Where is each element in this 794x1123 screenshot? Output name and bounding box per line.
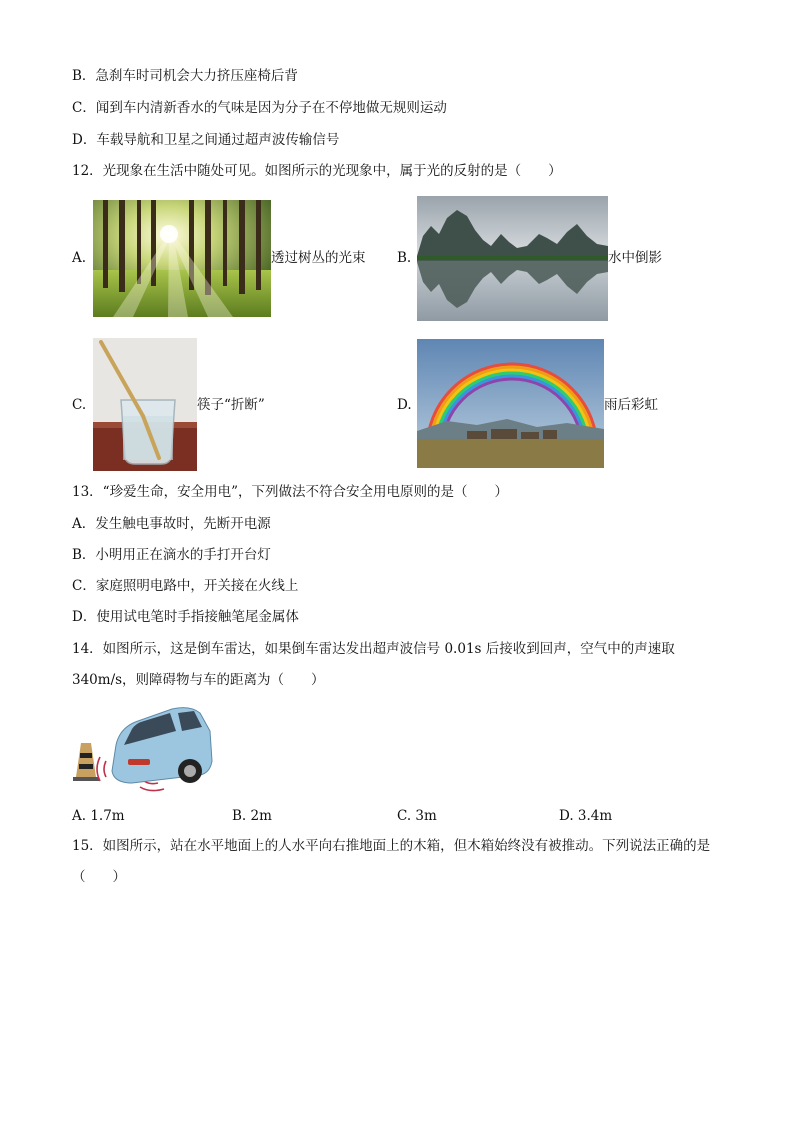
q12-option-a-letter: A.: [72, 250, 87, 266]
q12-option-a-caption: 透过树丛的光束: [271, 250, 366, 266]
q11-option-d: D．车载导航和卫星之间通过超声波传输信号: [72, 132, 340, 148]
reversing-radar-car-figure: [72, 701, 214, 795]
q14-stem: 14．如图所示，这是倒车雷达，如果倒车雷达发出超声波信号 0.01s 后接收到回声，空气中的声速取 340m/s，则障碍物与车的距离为（ ）: [72, 641, 675, 688]
q12-option-c-caption: 筷子“折断”: [197, 397, 265, 413]
q13-option-b: B．小明用正在滴水的手打开台灯: [72, 547, 271, 563]
q12-option-c-letter: C.: [72, 397, 87, 413]
q14-option-c: C. 3m: [397, 808, 437, 824]
forest-sunbeam-photo: [93, 200, 271, 317]
q11-option-c: C．闻到车内清新香水的气味是因为分子在不停地做无规则运动: [72, 100, 447, 116]
mountain-reflection-photo: [417, 196, 608, 321]
q12-option-b-caption: 水中倒影: [608, 250, 662, 266]
q12-option-d-letter: D.: [397, 397, 412, 413]
q14-option-b: B. 2m: [232, 808, 272, 824]
q13-option-c: C．家庭照明电路中，开关接在火线上: [72, 578, 299, 594]
q12-stem: 12．光现象在生活中随处可见。如图所示的光现象中，属于光的反射的是（ ）: [72, 163, 562, 179]
q14-option-d: D. 3.4m: [559, 808, 613, 824]
q13-option-a: A．发生触电事故时，先断开电源: [72, 516, 271, 532]
q13-stem: 13．“珍爱生命，安全用电”，下列做法不符合安全用电原则的是（ ）: [72, 484, 508, 500]
q15-stem: 15．如图所示，站在水平地面上的人水平向右推地面上的木箱，但木箱始终没有被推动。下列说法正确的是（ ）: [72, 838, 711, 885]
rainbow-photo: [417, 339, 604, 468]
q11-option-b: B．急刹车时司机会大力挤压座椅后背: [72, 68, 298, 84]
q12-option-d-caption: 雨后彩虹: [604, 397, 658, 413]
q13-option-d: D．使用试电笔时手指接触笔尾金属体: [72, 609, 299, 625]
q12-option-b-letter: B.: [397, 250, 412, 266]
q14-option-a: A. 1.7m: [72, 808, 125, 824]
chopstick-in-water-photo: [93, 338, 197, 471]
